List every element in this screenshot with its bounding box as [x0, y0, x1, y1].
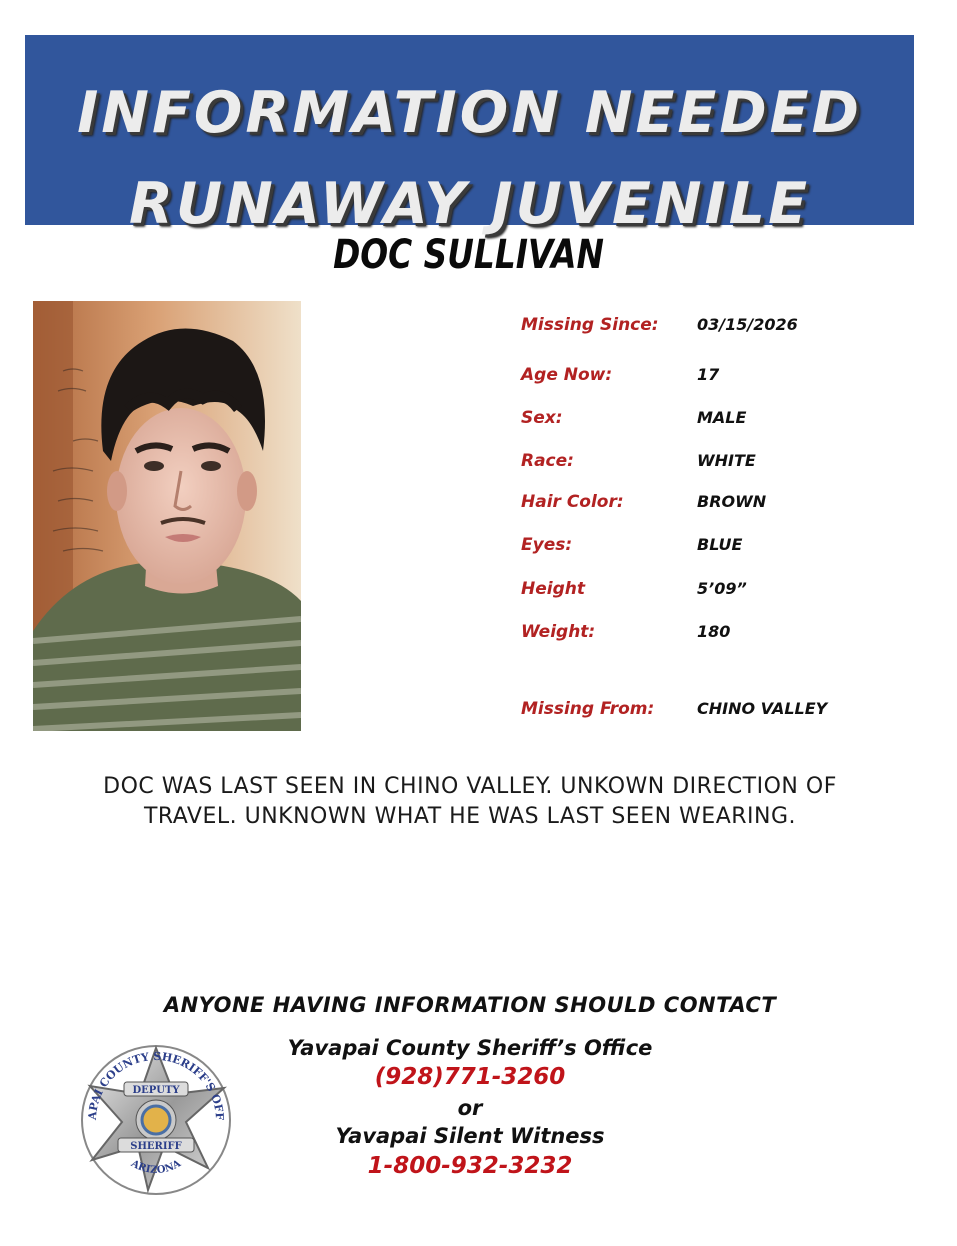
detail-row-eyes: [521, 535, 742, 555]
detail-row-age: [521, 365, 719, 385]
detail-label: Race:: [521, 451, 574, 471]
detail-label: Sex:: [521, 408, 563, 428]
badge-ribbon-bottom: SHERIFF: [130, 1141, 182, 1152]
contact-phone-sheriff: (928)771-3260: [374, 1064, 566, 1090]
detail-value: 180: [697, 622, 731, 641]
detail-row-weight: [521, 622, 730, 642]
detail-value: 5’09”: [697, 579, 747, 598]
detail-row-missing-since: [521, 315, 798, 335]
sheriff-badge-logo: [78, 1042, 234, 1198]
detail-value: WHITE: [697, 451, 756, 470]
description-line2: TRAVEL. UNKNOWN WHAT HE WAS LAST SEEN WEARING.: [143, 804, 797, 829]
contact-or: or: [457, 1096, 483, 1120]
contact-heading: ANYONE HAVING INFORMATION SHOULD CONTACT: [163, 993, 777, 1017]
detail-value: CHINO VALLEY: [697, 699, 828, 718]
detail-row-missing-from: [521, 699, 827, 719]
detail-value: MALE: [697, 408, 747, 427]
contact-agency-sheriff: Yavapai County Sheriff’s Office: [287, 1036, 653, 1060]
detail-label: Height: [521, 579, 585, 599]
detail-label: Eyes:: [521, 535, 573, 555]
detail-value: 03/15/2026: [697, 315, 798, 334]
detail-value: BROWN: [697, 492, 767, 511]
portrait-photo: [33, 301, 301, 731]
person-name: DOC SULLIVAN: [333, 232, 604, 278]
detail-row-sex: [521, 408, 746, 428]
detail-label: Missing Since:: [521, 315, 659, 335]
contact-phone-silent-witness: 1-800-932-3232: [367, 1153, 573, 1179]
contact-agency-silent-witness: Yavapai Silent Witness: [335, 1124, 605, 1148]
description-line1: DOC WAS LAST SEEN IN CHINO VALLEY. UNKOWN DIRECTION OF: [103, 774, 837, 799]
banner-title-line1: INFORMATION NEEDED: [77, 80, 862, 146]
detail-label: Weight:: [521, 622, 596, 642]
portrait-photo-graphic: [33, 301, 301, 731]
banner-title-line2: RUNAWAY JUVENILE: [128, 171, 811, 237]
detail-value: BLUE: [697, 535, 743, 554]
detail-label: Missing From:: [521, 699, 655, 719]
badge-bottom-text: ARIZONA: [129, 1158, 183, 1177]
detail-row-race: [521, 451, 756, 471]
description: [40, 772, 900, 832]
detail-row-hair-color: [521, 492, 766, 512]
detail-label: Age Now:: [521, 365, 613, 385]
badge-ribbon-top: DEPUTY: [132, 1085, 180, 1096]
header-banner: [25, 35, 914, 237]
sheriff-star-icon: [78, 1042, 234, 1198]
detail-label: Hair Color:: [521, 492, 624, 512]
detail-value: 17: [697, 365, 720, 384]
badge-top-text: APAI COUNTY SHERIFF'S OFF: [85, 1049, 227, 1121]
detail-row-height: [521, 579, 747, 599]
